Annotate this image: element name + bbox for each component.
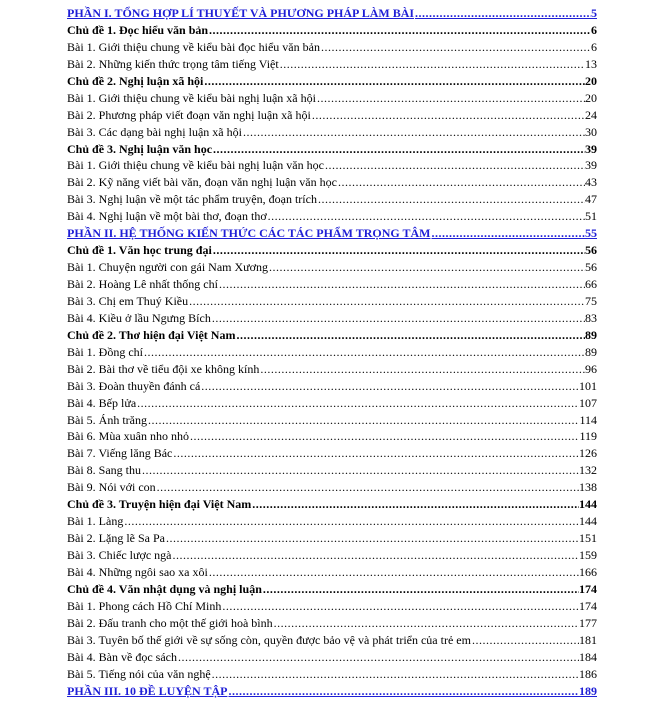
dot-leader: [338, 174, 585, 191]
dot-leader: [280, 56, 585, 73]
toc-entry-title: Bài 1. Giới thiệu chung về kiểu bài nghị luận văn học: [67, 158, 324, 173]
dot-leader: [124, 513, 579, 530]
toc-entry-topic[interactable]: [67, 327, 597, 344]
toc-entry-lesson[interactable]: [67, 395, 597, 412]
toc-entry-title: Chủ đề 2. Thơ hiện đại Việt Nam: [67, 327, 236, 342]
toc-entry-title: Bài 1. Giới thiệu chung về kiểu bài nghị luận xã hội: [67, 90, 316, 105]
toc-entry-lesson[interactable]: [67, 649, 597, 666]
dot-leader: [472, 632, 579, 649]
toc-entry-lesson[interactable]: [67, 479, 597, 496]
dot-leader: [190, 428, 579, 445]
toc-entry-topic[interactable]: [67, 496, 597, 513]
toc-entry-title: Bài 6. Mùa xuân nho nhỏ: [67, 429, 189, 444]
dot-leader: [213, 242, 585, 259]
toc-entry-lesson[interactable]: [67, 564, 597, 581]
dot-leader: [166, 530, 579, 547]
toc-entry-page-number: 5: [591, 6, 597, 20]
toc-entry-lesson[interactable]: [67, 666, 597, 683]
toc-entry-lesson[interactable]: [67, 259, 597, 276]
toc-entry-page-number: 66: [585, 277, 597, 291]
toc-entry-page-number: 47: [585, 192, 597, 207]
toc-entry-page-number: 75: [585, 293, 597, 308]
toc-entry-page-number: 189: [579, 683, 597, 698]
dot-leader: [209, 564, 579, 581]
toc-entry-page-number: 43: [585, 175, 597, 190]
toc-entry-page-number: 114: [579, 412, 597, 427]
dot-leader: [321, 39, 591, 56]
dot-leader: [209, 22, 591, 39]
toc-entry-part[interactable]: [67, 683, 597, 700]
toc-entry-lesson[interactable]: [67, 344, 597, 361]
dot-leader: [173, 547, 580, 564]
toc-entry-title: Bài 1. Phong cách Hồ Chí Minh: [67, 598, 222, 613]
dot-leader: [260, 361, 585, 378]
toc-entry-topic[interactable]: [67, 581, 597, 598]
toc-entry-title: Bài 2. Kỹ năng viết bài văn, đoạn văn nghị luận văn học: [67, 175, 337, 190]
toc-entry-page-number: 30: [585, 124, 597, 139]
toc-entry-page-number: 39: [585, 141, 597, 156]
toc-entry-part[interactable]: [67, 225, 597, 242]
toc-entry-lesson[interactable]: [67, 462, 597, 479]
toc-entry-lesson[interactable]: [67, 56, 597, 73]
dot-leader: [236, 327, 585, 344]
dot-leader: [157, 479, 579, 496]
toc-entry-part[interactable]: [67, 5, 597, 22]
toc-entry-lesson[interactable]: [67, 615, 597, 632]
toc-entry-page-number: 56: [585, 243, 597, 258]
dot-leader: [263, 581, 579, 598]
toc-entry-lesson[interactable]: [67, 124, 597, 141]
toc-entry-lesson[interactable]: [67, 530, 597, 547]
toc-entry-title: Bài 2. Đấu tranh cho một thế giới hoà bình: [67, 615, 273, 630]
toc-entry-title: Bài 3. Nghị luận về một tác phẩm truyện, đoạn trích: [67, 192, 317, 207]
dot-leader: [213, 141, 585, 158]
toc-entry-lesson[interactable]: [67, 157, 597, 174]
toc-entry-title: PHẦN II. HỆ THỐNG KIẾN THỨC CÁC TÁC PHẨM TRỌNG TÂM: [67, 226, 431, 241]
toc-entry-page-number: 39: [585, 158, 597, 173]
toc-entry-lesson[interactable]: [67, 39, 597, 56]
dot-leader: [318, 191, 585, 208]
toc-entry-title: Bài 3. Các dạng bài nghị luận xã hội: [67, 124, 242, 139]
toc-entry-page-number: 144: [579, 514, 597, 529]
toc-entry-page-number: 101: [579, 378, 597, 393]
toc-entry-lesson[interactable]: [67, 378, 597, 395]
toc-entry-page-number: 83: [585, 310, 597, 325]
table-of-contents: [67, 5, 597, 699]
toc-entry-title: Bài 3. Tuyên bố thế giới về sự sống còn, quyền được bảo vệ và phát triển của trẻ em: [67, 632, 471, 647]
dot-leader: [144, 344, 585, 361]
toc-entry-lesson[interactable]: [67, 310, 597, 327]
toc-entry-page-number: 89: [585, 344, 597, 359]
dot-leader: [204, 73, 585, 90]
toc-entry-title: Chủ đề 2. Nghị luận xã hội: [67, 73, 204, 88]
toc-entry-page-number: 181: [579, 632, 597, 647]
toc-entry-lesson[interactable]: [67, 412, 597, 429]
toc-entry-title: Bài 7. Viếng lăng Bác: [67, 446, 173, 461]
toc-entry-page-number: 6: [591, 39, 597, 54]
toc-entry-topic[interactable]: [67, 73, 597, 90]
toc-entry-lesson[interactable]: [67, 632, 597, 649]
toc-entry-title: Bài 2. Những kiến thức trọng tâm tiếng Việt: [67, 56, 279, 71]
toc-entry-page-number: 20: [585, 90, 597, 105]
toc-entry-lesson[interactable]: [67, 191, 597, 208]
dot-leader: [219, 276, 585, 293]
toc-entry-lesson[interactable]: [67, 276, 597, 293]
toc-entry-page-number: 174: [579, 581, 597, 596]
toc-entry-title: Bài 5. Tiếng nói của văn nghệ: [67, 666, 211, 681]
toc-entry-title: Bài 4. Bàn về đọc sách: [67, 649, 177, 664]
toc-entry-title: Bài 2. Hoàng Lê nhất thống chí: [67, 277, 218, 291]
dot-leader: [243, 124, 585, 141]
dot-leader: [212, 310, 585, 327]
dot-leader: [212, 666, 579, 683]
toc-entry-page-number: 55: [585, 226, 597, 241]
toc-entry-page-number: 56: [585, 260, 597, 275]
toc-entry-title: Bài 3. Chị em Thuý Kiều: [67, 293, 189, 308]
toc-entry-page-number: 6: [591, 22, 597, 37]
toc-entry-topic[interactable]: [67, 141, 597, 158]
dot-leader: [222, 598, 579, 615]
dot-leader: [201, 378, 579, 395]
dot-leader: [431, 225, 585, 242]
toc-entry-title: PHẦN III. 10 ĐỀ LUYỆN TẬP: [67, 683, 228, 698]
toc-entry-page-number: 186: [579, 666, 597, 681]
dot-leader: [415, 5, 591, 22]
toc-entry-title: Bài 4. Những ngôi sao xa xôi: [67, 564, 208, 579]
toc-entry-page-number: 96: [585, 361, 597, 376]
dot-leader: [173, 445, 579, 462]
dot-leader: [228, 683, 579, 700]
toc-entry-topic[interactable]: [67, 242, 597, 259]
dot-leader: [178, 649, 579, 666]
toc-entry-lesson[interactable]: [67, 598, 597, 615]
toc-entry-title: Bài 5. Ánh trăng: [67, 412, 147, 427]
toc-entry-page-number: 144: [579, 497, 597, 512]
toc-entry-title: Bài 4. Nghị luận về một bài thơ, đoạn thơ: [67, 209, 267, 224]
toc-entry-lesson[interactable]: [67, 107, 597, 124]
toc-entry-page-number: 119: [579, 429, 597, 444]
toc-entry-page-number: 51: [585, 209, 597, 224]
dot-leader: [268, 208, 585, 225]
toc-entry-title: Bài 4. Kiều ở lầu Ngưng Bích: [67, 310, 211, 325]
toc-entry-page-number: 177: [579, 615, 597, 630]
toc-entry-page-number: 132: [579, 463, 597, 478]
toc-entry-lesson[interactable]: [67, 445, 597, 462]
toc-entry-title: Bài 1. Đồng chí: [67, 344, 143, 359]
toc-entry-page-number: 159: [579, 548, 597, 562]
toc-entry-page-number: 151: [579, 531, 597, 546]
toc-entry-title: Chủ đề 3. Nghị luận văn học: [67, 141, 213, 156]
dot-leader: [189, 293, 585, 310]
toc-entry-lesson[interactable]: [67, 513, 597, 530]
toc-entry-title: Bài 3. Đoàn thuyền đánh cá: [67, 378, 201, 393]
toc-entry-page-number: 89: [585, 327, 597, 342]
toc-entry-lesson[interactable]: [67, 293, 597, 310]
toc-entry-title: PHẦN I. TỔNG HỢP LÍ THUYẾT VÀ PHƯƠNG PHÁP LÀM BÀI: [67, 6, 415, 20]
dot-leader: [252, 496, 579, 513]
toc-entry-page-number: 184: [579, 649, 597, 664]
toc-entry-page-number: 174: [579, 598, 597, 613]
toc-entry-page-number: 138: [579, 480, 597, 495]
dot-leader: [317, 90, 585, 107]
toc-entry-topic[interactable]: [67, 22, 597, 39]
toc-entry-title: Bài 2. Bài thơ về tiểu đội xe không kính: [67, 361, 260, 376]
toc-entry-lesson[interactable]: [67, 361, 597, 378]
toc-entry-lesson[interactable]: [67, 90, 597, 107]
toc-entry-page-number: 166: [579, 564, 597, 579]
toc-entry-lesson[interactable]: [67, 208, 597, 225]
dot-leader: [137, 395, 579, 412]
toc-entry-title: Chủ đề 1. Đọc hiểu văn bản: [67, 22, 209, 37]
toc-entry-title: Bài 3. Chiếc lược ngà: [67, 548, 172, 562]
toc-entry-lesson[interactable]: [67, 174, 597, 191]
toc-entry-title: Bài 2. Phương pháp viết đoạn văn nghị luận xã hội: [67, 107, 311, 122]
toc-entry-title: Bài 1. Giới thiệu chung về kiểu bài đọc hiểu văn bản: [67, 39, 320, 54]
dot-leader: [312, 107, 585, 124]
toc-entry-title: Chủ đề 1. Văn học trung đại: [67, 243, 212, 258]
toc-entry-title: Bài 1. Làng: [67, 514, 124, 529]
dot-leader: [148, 412, 579, 429]
toc-entry-title: Bài 1. Chuyện người con gái Nam Xương: [67, 260, 269, 275]
toc-entry-lesson[interactable]: [67, 547, 597, 564]
toc-entry-lesson[interactable]: [67, 428, 597, 445]
dot-leader: [142, 462, 579, 479]
toc-entry-page-number: 13: [585, 56, 597, 71]
toc-entry-page-number: 126: [579, 446, 597, 461]
toc-entry-page-number: 24: [585, 107, 597, 122]
toc-entry-page-number: 107: [579, 395, 597, 410]
dot-leader: [325, 157, 585, 174]
toc-entry-title: Bài 8. Sang thu: [67, 463, 141, 478]
toc-entry-title: Bài 2. Lặng lẽ Sa Pa: [67, 531, 165, 546]
toc-entry-title: Bài 9. Nói với con: [67, 480, 156, 495]
dot-leader: [274, 615, 579, 632]
toc-entry-page-number: 20: [585, 73, 597, 88]
dot-leader: [269, 259, 585, 276]
toc-entry-title: Chủ đề 3. Truyện hiện đại Việt Nam: [67, 497, 252, 512]
toc-entry-title: Chủ đề 4. Văn nhật dụng và nghị luận: [67, 581, 262, 596]
toc-entry-title: Bài 4. Bếp lửa: [67, 395, 137, 410]
